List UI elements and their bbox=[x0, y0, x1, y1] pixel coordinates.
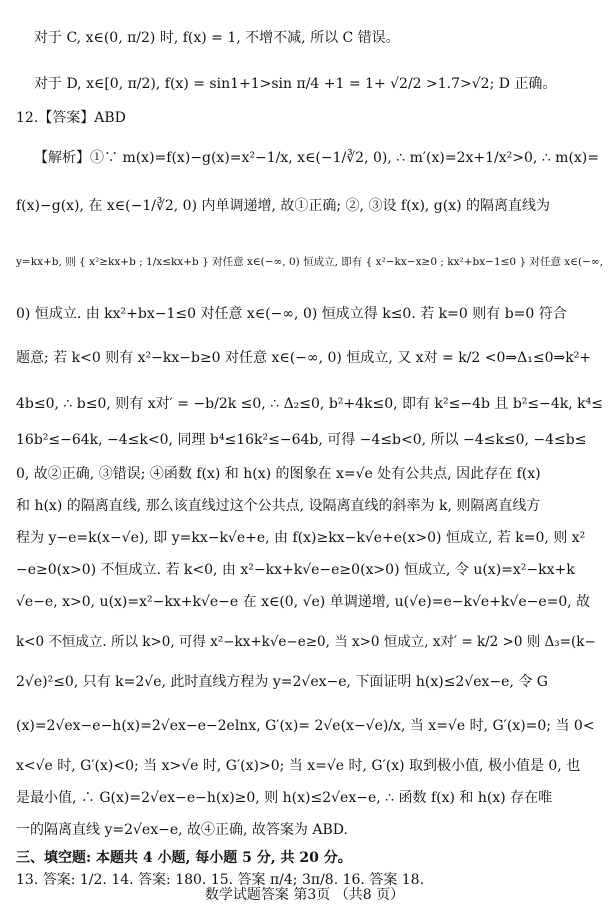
text-line: 0, 故②正确, ③错误; ④函数 f(x) 和 h(x) 的图象在 x=√e 处有公共点, 因此存在 f(x) bbox=[16, 466, 541, 482]
text-line: √e−e, x>0, u(x)=x²−kx+k√e−e 在 x∈(0, √e) 单调递增, u(√e)=e−k√e+k√e−e=0, 故 bbox=[16, 594, 591, 610]
text-line: 一的隔离直线 y=2√ex−e, 故④正确, 故答案为 ABD. bbox=[16, 822, 348, 838]
text-line: 4b≤0, ∴ b≤0, 则有 x对′ = −b/2k ≤0, ∴ Δ₂≤0, b²+4k≤0, 即有 k²≤−4b 且 b²≤−4k, k⁴≤ bbox=[16, 396, 603, 412]
answer-heading: 12.【答案】ABD bbox=[16, 110, 126, 126]
text-line: 0) 恒成立. 由 kx²+bx−1≤0 对任意 x∈(−∞, 0) 恒成立得 k≤0. 若 k=0 则有 b=0 符合 bbox=[16, 306, 567, 322]
text-line: 题意; 若 k<0 则有 x²−kx−b≥0 对任意 x∈(−∞, 0) 恒成立, 又 x对 = k/2 <0⇒Δ₁≤0⇒k²+ bbox=[16, 350, 592, 366]
page-footer: 数学试题答案 第3页 （共8 页） bbox=[204, 887, 405, 903]
text-line: 2√e)²≤0, 只有 k=2√e, 此时直线方程为 y=2√ex−e, 下面证明 h(x)≤2√ex−e, 令 G bbox=[16, 674, 548, 690]
text-line: 对于 C, x∈(0, π/2) 时, f(x) = 1, 不增不减, 所以 C 错误。 bbox=[34, 30, 400, 46]
text-line: 程为 y−e=k(x−√e), 即 y=kx−k√e+e, 由 f(x)≥kx−k√e+e(x>0) 恒成立, 若 k=0, 则 x² bbox=[16, 530, 586, 546]
text-line: 是最小值, ∴ G(x)=2√ex−e−h(x)≥0, 则 h(x)≤2√ex−e, ∴ 函数 f(x) 和 h(x) 存在唯 bbox=[16, 790, 553, 806]
text-line: 对于 D, x∈[0, π/2), f(x) = sin1+1>sin π/4 +1 = 1+ √2/2 >1.7>√2; D 正确。 bbox=[34, 76, 557, 92]
text-line: 和 h(x) 的隔离直线, 那么该直线过这个公共点, 设隔离直线的斜率为 k, 则隔离直线方 bbox=[16, 498, 541, 514]
section-heading: 三、填空题: 本题共 4 小题, 每小题 5 分, 共 20 分。 bbox=[16, 850, 352, 866]
text-line: 16b²≤−64k, −4≤k<0, 同理 b⁴≤16k²≤−64b, 可得 −4≤b<0, 所以 −4≤k≤0, −4≤b≤ bbox=[16, 432, 587, 448]
text-line: 【解析】①∵ m(x)=f(x)−g(x)=x²−1/x, x∈(−1/∛2, 0), ∴ m′(x)=2x+1/x²>0, ∴ m(x)= bbox=[34, 150, 599, 166]
text-line: −e≥0(x>0) 不恒成立. 若 k<0, 由 x²−kx+k√e−e≥0(x>0) 恒成立, 令 u(x)=x²−kx+k bbox=[16, 562, 575, 578]
text-line: x<√e 时, G′(x)<0; 当 x>√e 时, G′(x)>0; 当 x=√e 时, G′(x) 取到极小值, 极小值是 0, 也 bbox=[16, 758, 581, 774]
text-line: k<0 不恒成立. 所以 k>0, 可得 x²−kx+k√e−e≥0, 当 x>0 恒成立, x对′ = k/2 >0 则 Δ₃=(k− bbox=[16, 634, 596, 650]
answers-line: 13. 答案: 1/2. 14. 答案: 180. 15. 答案 π/4; 3π/8. 16. 答案 18. bbox=[16, 872, 425, 888]
text-line: f(x)−g(x), 在 x∈(−1/∛2, 0) 内单调递增, 故①正确; ②, ③设 f(x), g(x) 的隔离直线为 bbox=[16, 198, 551, 214]
text-line: (x)=2√ex−e−h(x)=2√ex−e−2elnx, G′(x)= 2√e(x−√e)/x, 当 x=√e 时, G′(x)=0; 当 0< bbox=[16, 718, 595, 734]
text-line: y=kx+b, 则 { x²≥kx+b ; 1/x≤kx+b } 对任意 x∈(−∞, 0) 恒成立, 即有 { x²−kx−x≥0 ; kx²+bx−1≤0 } 对任意 x∈(−∞, bbox=[16, 256, 603, 268]
